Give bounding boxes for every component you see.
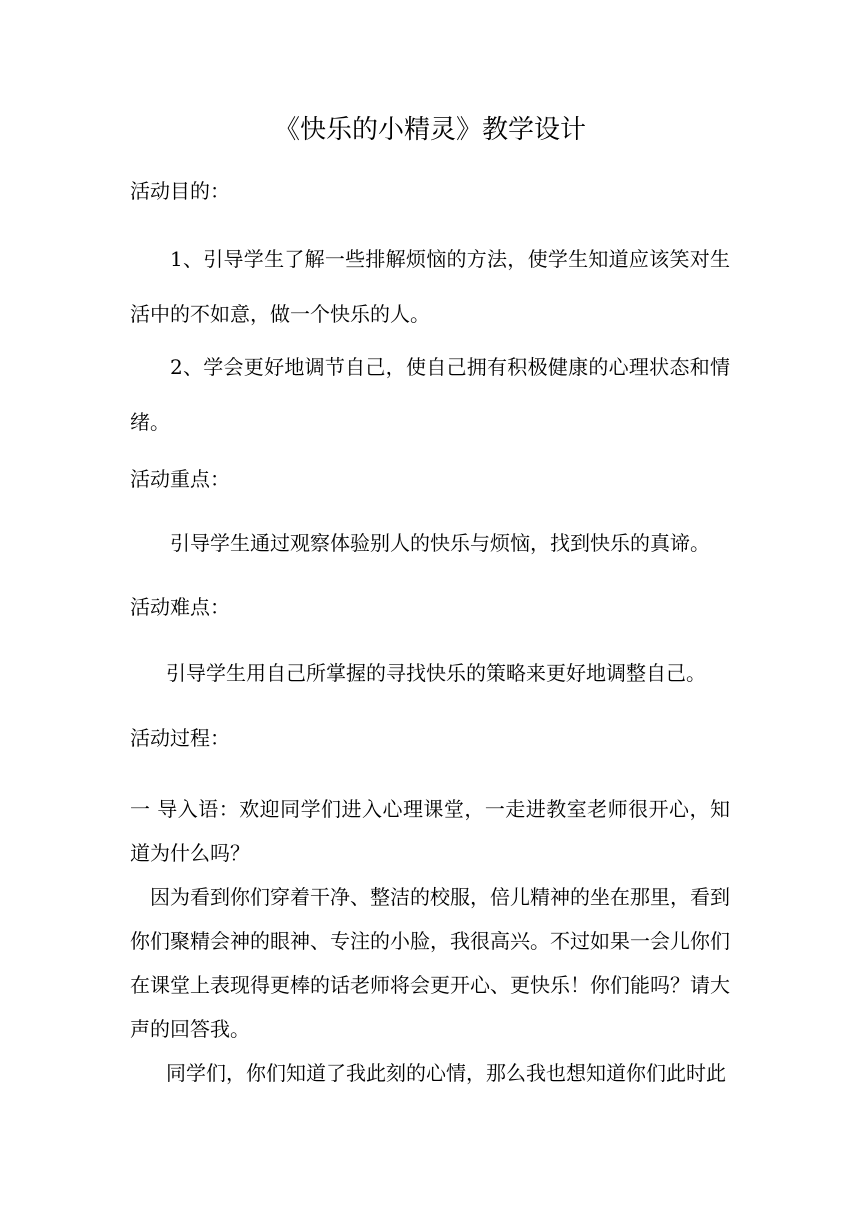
goal-item-2: 2、学会更好地调节自己，使自己拥有积极健康的心理状态和情绪。 [130,355,730,434]
process-paragraph-1: 因为看到你们穿着干净、整洁的校服，倍儿精神的坐在那里，看到你们聚精会神的眼神、专注的小脸，我很高兴。不过如果一会儿你们在课堂上表现得更棒的话老师将会更开心、更快乐！你们能吗？请大声的回答我。 [130,885,730,1041]
focus-text: 引导学生通过观察体验别人的快乐与烦恼，找到快乐的真谛。 [170,531,710,555]
difficulty-heading: 活动难点： [130,595,230,619]
goal-item-1: 1、引导学生了解一些排解烦恼的方法，使学生知道应该笑对生活中的不如意，做一个快乐的人。 [130,247,730,326]
goal-heading: 活动目的： [130,179,230,203]
focus-heading: 活动重点： [130,467,230,491]
document-title: 《快乐的小精灵》教学设计 [273,115,586,145]
process-intro: 一 导入语：欢迎同学们进入心理课堂，一走进教室老师很开心，知道为什么吗？ [130,797,730,865]
process-paragraph-2: 同学们，你们知道了我此刻的心情，那么我也想知道你们此时此 [166,1061,726,1085]
difficulty-text: 引导学生用自己所掌握的寻找快乐的策略来更好地调整自己。 [166,661,706,685]
process-heading: 活动过程： [130,726,230,750]
